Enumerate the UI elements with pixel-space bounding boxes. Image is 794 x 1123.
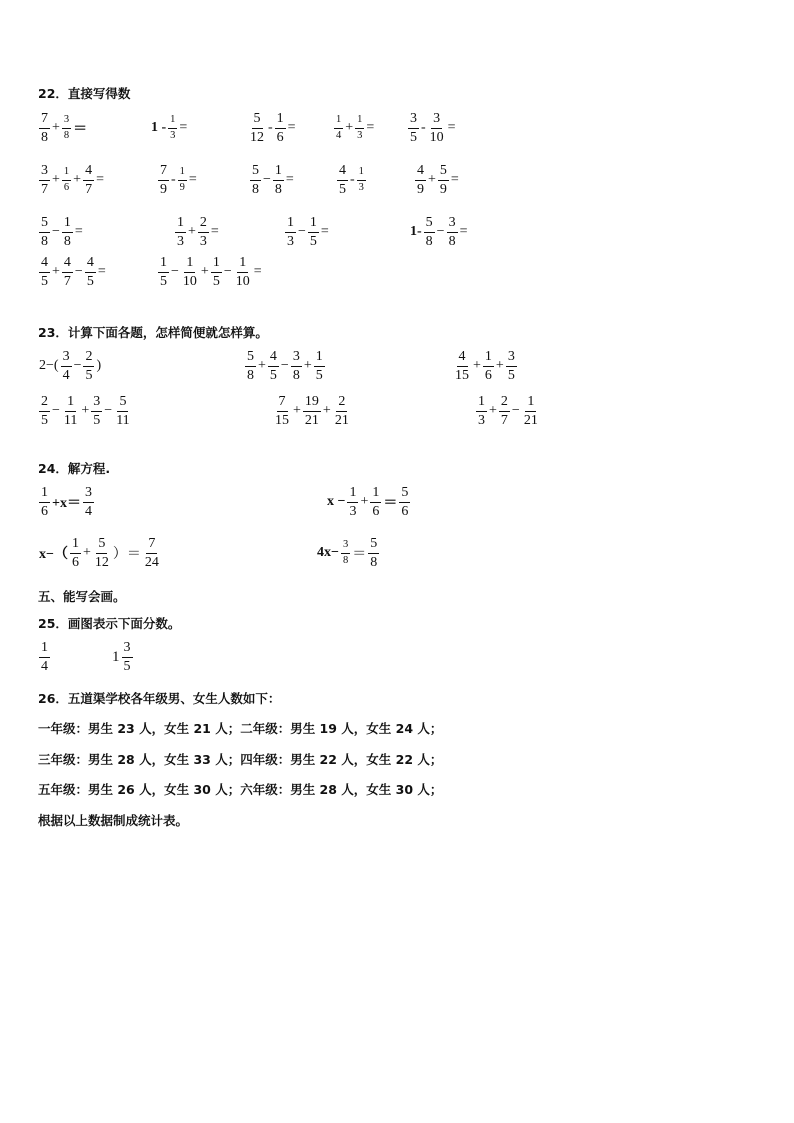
q22-expr-3-2 <box>174 212 220 252</box>
numerator: 4 <box>83 164 94 181</box>
numerator: 3 <box>341 540 350 554</box>
fraction <box>303 395 321 428</box>
q23-expr-2-1 <box>38 391 133 431</box>
fraction <box>314 350 325 383</box>
fraction <box>337 164 348 197</box>
fraction <box>291 350 302 383</box>
q22-expr-1-1 <box>38 108 88 148</box>
fraction <box>175 216 186 249</box>
numerator: 5 <box>252 112 263 129</box>
fraction <box>91 395 102 428</box>
operator: = <box>188 172 197 187</box>
denominator: 5 <box>160 273 167 289</box>
fraction <box>93 537 111 570</box>
fraction <box>83 164 94 197</box>
fraction <box>114 395 131 428</box>
numerator: 3 <box>431 112 442 129</box>
operator: = <box>320 224 329 239</box>
numerator: 5 <box>39 216 50 233</box>
numerator: 1 <box>39 486 50 503</box>
denominator: 11 <box>63 412 78 428</box>
denominator: 3 <box>199 233 207 249</box>
operator: + <box>303 358 312 373</box>
denominator: 8 <box>41 233 48 249</box>
denominator: 5 <box>309 233 317 249</box>
numerator: 1 <box>355 115 364 129</box>
q23-heading: 23．计算下面各题，怎样简便就怎样算。 <box>38 325 268 340</box>
numerator: 7 <box>158 164 169 181</box>
fraction <box>308 216 319 249</box>
denominator: 6 <box>41 503 48 519</box>
q22-expr-2-4 <box>336 160 367 200</box>
fraction <box>39 641 50 674</box>
numerator: 4 <box>457 350 468 367</box>
denominator: 12 <box>250 129 264 145</box>
fraction <box>438 164 449 197</box>
denominator: 8 <box>342 554 349 566</box>
denominator: 6 <box>484 367 492 383</box>
q24-equation-2 <box>326 482 411 522</box>
denominator: 8 <box>292 367 300 383</box>
fraction <box>506 350 517 383</box>
operator: = <box>366 120 375 135</box>
operator: + <box>52 172 60 187</box>
fraction <box>62 256 73 289</box>
q22-expr-1-3 <box>247 108 297 148</box>
fraction <box>39 256 50 289</box>
q25-fraction-2 <box>112 637 134 677</box>
operator: + <box>360 494 369 509</box>
fraction <box>158 256 169 289</box>
operator: ＝ <box>73 122 88 137</box>
denominator: 8 <box>41 129 48 145</box>
fraction <box>357 167 366 193</box>
denominator: 3 <box>478 412 485 428</box>
operator: + <box>293 403 301 418</box>
operator: - <box>350 172 355 187</box>
numerator: 3 <box>39 164 50 181</box>
denominator: 6 <box>372 503 380 519</box>
numerator: 1 <box>184 256 195 273</box>
denominator: 3 <box>287 233 294 249</box>
numerator: 1 <box>70 537 81 554</box>
denominator: 5 <box>339 181 346 197</box>
q22-expr-1-5 <box>407 108 457 148</box>
operator: + <box>81 403 90 418</box>
fraction <box>273 164 284 197</box>
operator: 1 - <box>151 120 167 135</box>
q23-expr-1-1 <box>38 346 102 386</box>
fraction <box>370 486 381 519</box>
fraction <box>476 395 487 428</box>
fraction <box>268 350 279 383</box>
operator: + <box>82 545 91 560</box>
fraction <box>39 164 50 197</box>
numerator: 1 <box>39 641 50 658</box>
q24-equation-1 <box>38 482 95 522</box>
denominator: 3 <box>357 129 363 141</box>
numerator: 5 <box>96 537 107 554</box>
denominator: 5 <box>41 412 48 428</box>
numerator: 4 <box>337 164 348 181</box>
denominator: 9 <box>439 181 447 197</box>
fraction <box>178 167 187 193</box>
q24-equation-3 <box>38 533 162 573</box>
q22-expr-3-1 <box>38 212 84 252</box>
fraction <box>250 164 261 197</box>
q22-expr-2-3 <box>249 160 295 200</box>
fraction <box>234 256 252 289</box>
numerator: 4 <box>415 164 426 181</box>
fraction <box>341 540 350 566</box>
q23-expr-2-2 <box>272 391 352 431</box>
denominator: 9 <box>417 181 424 197</box>
operator: = <box>459 224 468 239</box>
denominator: 5 <box>315 367 323 383</box>
fraction <box>248 112 266 145</box>
denominator: 10 <box>182 273 197 289</box>
fraction <box>245 350 256 383</box>
numerator: 1 <box>476 395 487 412</box>
denominator: 8 <box>63 233 71 249</box>
fraction <box>447 216 458 249</box>
operator: = <box>97 264 106 279</box>
fraction <box>415 164 426 197</box>
q25-heading: 25．画图表示下面分数。 <box>38 616 181 631</box>
operator: +x＝ <box>52 496 81 511</box>
denominator: 4 <box>84 503 92 519</box>
denominator: 9 <box>160 181 167 197</box>
q22-expr-3-4 <box>409 212 468 252</box>
operator: − <box>223 264 232 279</box>
fraction <box>368 537 379 570</box>
fraction <box>198 216 209 249</box>
numerator: 1 <box>168 115 177 129</box>
numerator: 4 <box>62 256 73 273</box>
numerator: 3 <box>408 112 419 129</box>
numerator: 1 <box>178 167 187 181</box>
fraction <box>39 395 50 428</box>
denominator: 21 <box>334 412 349 428</box>
numerator: 1 <box>62 216 73 233</box>
numerator: 3 <box>506 350 517 367</box>
operator: ＝ <box>352 547 367 562</box>
fraction <box>62 395 79 428</box>
fraction <box>62 216 73 249</box>
operator: + <box>322 403 331 418</box>
operator: − <box>52 403 60 418</box>
denominator: 7 <box>63 273 71 289</box>
mixed-number <box>112 641 134 674</box>
denominator: 6 <box>276 129 284 145</box>
operator: + <box>52 120 60 135</box>
fraction <box>347 486 358 519</box>
operator: + <box>200 264 209 279</box>
operator: x − <box>327 494 346 509</box>
q22-expr-3-3 <box>284 212 330 252</box>
operator: + <box>489 403 497 418</box>
denominator: 3 <box>358 181 364 193</box>
operator: − <box>104 403 113 418</box>
denominator: 3 <box>177 233 184 249</box>
operator: − <box>74 264 83 279</box>
fraction <box>285 216 296 249</box>
operator: - <box>421 120 426 135</box>
denominator: 7 <box>41 181 48 197</box>
fraction <box>408 112 419 145</box>
numerator: 1 <box>65 395 76 412</box>
denominator: 8 <box>274 181 282 197</box>
numerator: 3 <box>83 486 94 503</box>
operator: ）＝ <box>112 547 141 562</box>
numerator: 4 <box>268 350 279 367</box>
fraction <box>168 115 177 141</box>
q23-expr-1-3 <box>452 346 518 386</box>
numerator: 1 <box>525 395 536 412</box>
operator: − <box>511 403 520 418</box>
operator: = <box>285 172 294 187</box>
denominator: 6 <box>71 554 79 570</box>
numerator: 7 <box>277 395 288 412</box>
operator: = <box>179 120 188 135</box>
fraction <box>39 216 50 249</box>
denominator: 5 <box>123 658 131 674</box>
numerator: 5 <box>438 164 449 181</box>
numerator: 1 <box>273 164 284 181</box>
operator: = <box>450 172 459 187</box>
denominator: 8 <box>370 554 378 570</box>
fraction <box>424 216 435 249</box>
fraction <box>334 115 343 141</box>
operator: = <box>96 172 104 187</box>
operator: ) <box>96 358 102 373</box>
q23-expr-1-2 <box>244 346 326 386</box>
operator: + <box>428 172 436 187</box>
numerator: 1 <box>483 350 494 367</box>
operator: - <box>171 172 176 187</box>
numerator: 7 <box>39 112 50 129</box>
q22-expr-2-2 <box>157 160 198 200</box>
fraction <box>39 112 50 145</box>
operator: x−（ <box>39 547 68 562</box>
q22-expr-2-5 <box>414 160 460 200</box>
section-5-heading: 五、能写会画。 <box>38 589 126 604</box>
fraction <box>70 537 81 570</box>
fraction <box>453 350 471 383</box>
numerator: 3 <box>447 216 458 233</box>
numerator: 1 <box>370 486 381 503</box>
operator: − <box>298 224 306 239</box>
numerator: 5 <box>368 537 379 554</box>
q22-heading: 22．直接写得数 <box>38 86 131 101</box>
numerator: 4 <box>85 256 96 273</box>
numerator: 3 <box>61 350 72 367</box>
operator: 2−( <box>39 358 59 373</box>
fraction <box>399 486 410 519</box>
denominator: 8 <box>63 129 70 141</box>
numerator: 5 <box>250 164 261 181</box>
operator: + <box>258 358 266 373</box>
q23-expr-2-3 <box>475 391 541 431</box>
fraction <box>143 537 161 570</box>
denominator: 15 <box>275 412 289 428</box>
denominator: 5 <box>93 412 101 428</box>
numerator: 1 <box>237 256 248 273</box>
numerator: 1 <box>175 216 186 233</box>
fraction <box>181 256 199 289</box>
operator: = <box>74 224 83 239</box>
q26-line-3: 五年级：男生 26 人，女生 30 人；六年级：男生 28 人，女生 30 人； <box>38 782 443 797</box>
numerator: 1 <box>211 256 222 273</box>
fraction <box>499 395 510 428</box>
q26-line-4: 根据以上数据制成统计表。 <box>38 813 189 828</box>
fraction <box>83 350 94 383</box>
numerator: 5 <box>424 216 435 233</box>
denominator: 10 <box>235 273 250 289</box>
fraction <box>39 486 50 519</box>
denominator: 24 <box>144 554 159 570</box>
q24-equation-4 <box>316 533 380 573</box>
denominator: 5 <box>41 273 48 289</box>
numerator: 5 <box>245 350 256 367</box>
numerator: 2 <box>83 350 94 367</box>
numerator: 3 <box>91 395 102 412</box>
operator: 4x− <box>317 545 339 560</box>
fraction <box>85 256 96 289</box>
operator: + <box>495 358 504 373</box>
operator: − <box>280 358 289 373</box>
numerator: 1 <box>357 167 366 181</box>
operator: − <box>52 224 60 239</box>
fraction <box>483 350 494 383</box>
denominator: 5 <box>85 367 93 383</box>
denominator: 5 <box>410 129 417 145</box>
q26-heading: 26．五道渠学校各年级男、女生人数如下： <box>38 691 281 706</box>
denominator: 7 <box>85 181 93 197</box>
numerator: 1 <box>334 115 343 129</box>
operator: = <box>287 120 296 135</box>
denominator: 6 <box>63 181 70 193</box>
denominator: 8 <box>247 367 254 383</box>
fraction <box>428 112 446 145</box>
operator: = <box>253 264 262 279</box>
numerator: 1 <box>314 350 325 367</box>
operator: + <box>345 120 354 135</box>
numerator: 1 <box>62 167 71 181</box>
numerator: 1 <box>158 256 169 273</box>
denominator: 4 <box>62 367 70 383</box>
numerator: 2 <box>198 216 209 233</box>
fraction <box>122 641 133 674</box>
denominator: 15 <box>455 367 469 383</box>
denominator: 8 <box>252 181 259 197</box>
q26-line-1: 一年级：男生 23 人，女生 21 人；二年级：男生 19 人，女生 24 人； <box>38 721 443 736</box>
denominator: 4 <box>336 129 342 141</box>
denominator: 3 <box>170 129 176 141</box>
numerator: 5 <box>117 395 128 412</box>
operator: + <box>73 172 82 187</box>
q25-fraction-1 <box>38 637 51 677</box>
numerator: 1 <box>275 112 286 129</box>
denominator: 11 <box>116 412 130 428</box>
operator: − <box>263 172 271 187</box>
denominator: 10 <box>429 129 444 145</box>
numerator: 3 <box>291 350 302 367</box>
fraction <box>62 167 71 193</box>
denominator: 8 <box>425 233 433 249</box>
numerator: 3 <box>122 641 133 658</box>
numerator: 4 <box>39 256 50 273</box>
operator: − <box>436 224 445 239</box>
numerator: 3 <box>62 115 71 129</box>
denominator: 4 <box>41 658 48 674</box>
q26-line-2: 三年级：男生 28 人，女生 33 人；四年级：男生 22 人，女生 22 人； <box>38 752 443 767</box>
q22-expr-1-4 <box>333 108 375 148</box>
operator: = <box>447 120 456 135</box>
denominator: 5 <box>86 273 94 289</box>
denominator: 12 <box>94 554 109 570</box>
numerator: 1 <box>308 216 319 233</box>
operator: ＝ <box>383 496 398 511</box>
numerator: 2 <box>499 395 510 412</box>
numerator: 2 <box>336 395 347 412</box>
fraction <box>62 115 71 141</box>
denominator: 8 <box>448 233 456 249</box>
denominator: 21 <box>304 412 319 428</box>
fraction <box>275 112 286 145</box>
operator: − <box>73 358 82 373</box>
operator: - <box>268 120 273 135</box>
q22-expr-2-1 <box>38 160 105 200</box>
fraction <box>61 350 72 383</box>
numerator: 2 <box>39 395 50 412</box>
fraction <box>273 395 291 428</box>
denominator: 5 <box>269 367 277 383</box>
operator: 1- <box>410 224 422 239</box>
denominator: 7 <box>500 412 508 428</box>
q22-expr-4-1 <box>38 252 107 292</box>
q22-expr-1-2 <box>150 108 188 148</box>
operator: = <box>210 224 219 239</box>
numerator: 19 <box>303 395 321 412</box>
denominator: 5 <box>507 367 515 383</box>
operator: + <box>473 358 481 373</box>
fraction <box>83 486 94 519</box>
denominator: 3 <box>349 503 357 519</box>
operator: − <box>171 264 179 279</box>
denominator: 6 <box>401 503 409 519</box>
fraction <box>333 395 351 428</box>
operator: + <box>188 224 196 239</box>
fraction <box>355 115 364 141</box>
fraction <box>522 395 540 428</box>
whole-part: 1 <box>112 648 120 665</box>
denominator: 9 <box>179 181 185 193</box>
denominator: 5 <box>212 273 220 289</box>
operator: + <box>52 264 60 279</box>
numerator: 7 <box>146 537 157 554</box>
numerator: 5 <box>399 486 410 503</box>
fraction <box>211 256 222 289</box>
numerator: 1 <box>347 486 358 503</box>
denominator: 21 <box>523 412 538 428</box>
fraction <box>158 164 169 197</box>
q22-expr-4-2 <box>157 252 263 292</box>
q24-heading: 24．解方程. <box>38 461 111 476</box>
numerator: 1 <box>285 216 296 233</box>
